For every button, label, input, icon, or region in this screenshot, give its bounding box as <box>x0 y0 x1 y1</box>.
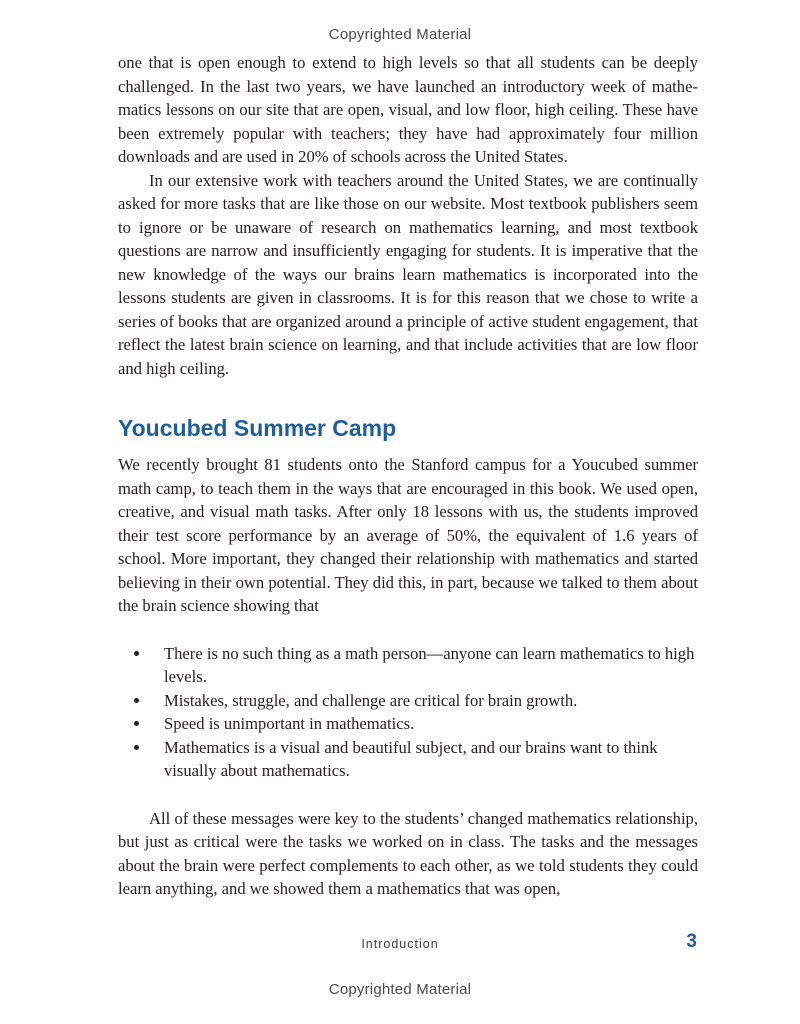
bullet-text: Mathematics is a visual and beautiful subject, and our brains want to think visually about mathematics. <box>164 737 658 780</box>
bullet-text: Speed is unimportant in mathematics. <box>164 714 415 733</box>
page-body <box>118 51 698 901</box>
bullet-text: Mistakes, struggle, and challenge are critical for brain growth. <box>164 690 578 710</box>
bullet-icon <box>134 745 139 750</box>
bullet-item <box>118 736 698 783</box>
bullet-item <box>118 712 698 736</box>
page-number: 3 <box>686 931 697 952</box>
bullet-icon <box>134 651 139 656</box>
closing-paragraph: All of these messages were key to the students’ changed mathematics relationship, but just as critical were the tasks we worked on in class. The tasks and the messages about the brain were perfect complements to each other, as we told students they could learn anything, and we showed them a mathematics that was open, <box>118 808 698 898</box>
body-paragraph-2: In our extensive work with teachers around the United States, we are continually asked for more tasks that are like those on our website. Most textbook publishers seem to ignore or be unaware of research on mathematics learning, and most textbook questions are narrow and insufficiently engaging for students. It is imperative that the new knowledge of the ways our brains learn mathematics is incorporated into the lessons students are given in classrooms. It is for this reason that we chose to write a series of books that are organized around a principle of active student engagement, that reflect the latest brain science on learning, and that include activities that are low floor and high ceiling. <box>118 170 698 378</box>
body-paragraph-1: one that is open enough to extend to high levels so that all students can be deeply challenged. In the last two years, we have launched an introductory week of mathematics lessons on our site that are open, visual, and low floor, high ceiling. These have been extremely popular with teachers; they have had approximately four million downloads and are used in 20% of schools across the United States. <box>118 53 698 166</box>
bullet-icon <box>134 721 139 726</box>
section-intro-paragraph: We recently brought 81 students onto the Stanford campus for a Youcubed summer math camp, to teach them in the ways that are encouraged in this book. We used open, creative, and visual math tasks. After only 18 lessons with us, the students improved their test score performance by an average of 50%, the equivalent of 1.6 years of school. More important, they changed their relationship with mathematics and started believing in their own potential. They did this, in part, because we talked to them about the brain science showing that <box>118 455 698 615</box>
bullet-text: There is no such thing as a math person—anyone can learn mathematics to high levels. <box>164 643 695 686</box>
copyright-watermark-top: Copyrighted Material <box>328 26 472 43</box>
running-footer-label: Introduction <box>361 937 439 951</box>
bullet-item <box>118 689 698 713</box>
bullet-item <box>118 642 698 689</box>
brain-science-bullet-list <box>118 642 698 783</box>
bullet-icon <box>134 698 139 703</box>
section-heading: Youcubed Summer Camp <box>118 415 397 441</box>
copyright-watermark-bottom: Copyrighted Material <box>328 981 472 998</box>
